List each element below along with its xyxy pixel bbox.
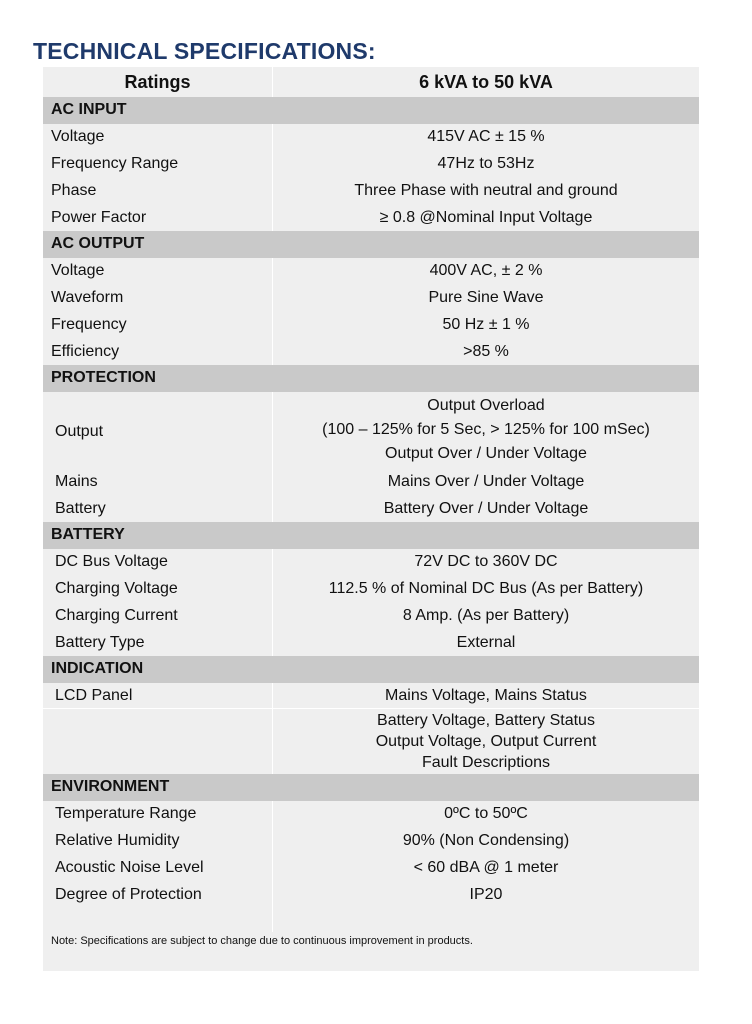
header-ratings: Ratings	[124, 72, 191, 92]
section-title: INDICATION	[51, 660, 144, 677]
row-label: DC Bus Voltage	[55, 553, 168, 570]
row-label: Relative Humidity	[55, 832, 180, 849]
row-label: Frequency Range	[51, 155, 179, 172]
row-label: Mains	[55, 473, 98, 490]
section-protection	[43, 365, 699, 392]
header-range: 6 kVA to 50 kVA	[419, 72, 553, 92]
row-label: Battery	[55, 500, 106, 517]
value-line: Output Overload	[427, 397, 545, 414]
section-title: AC INPUT	[51, 101, 127, 118]
row-value: < 60 dBA @ 1 meter	[413, 859, 559, 876]
row-value: Three Phase with neutral and ground	[354, 182, 618, 199]
section-environment	[43, 774, 699, 801]
row-label: Efficiency	[51, 343, 120, 360]
row-label: Battery Type	[55, 634, 145, 651]
row-value: Battery Over / Under Voltage	[383, 500, 589, 517]
page-title: TECHNICAL SPECIFICATIONS:	[33, 38, 376, 64]
section-title: AC OUTPUT	[51, 235, 145, 252]
row-value: 8 Amp. (As per Battery)	[402, 607, 570, 624]
value-line: Fault Descriptions	[421, 754, 551, 771]
row-value: ≥ 0.8 @Nominal Input Voltage	[379, 209, 593, 226]
row-label: Acoustic Noise Level	[55, 859, 204, 876]
row-label: Voltage	[51, 262, 105, 279]
value-line: Battery Voltage, Battery Status	[377, 712, 595, 729]
spec-table	[43, 67, 699, 971]
section-title: BATTERY	[51, 526, 125, 543]
row-value: 90% (Non Condensing)	[402, 832, 570, 849]
row-value: Mains Voltage, Mains Status	[385, 687, 587, 704]
section-title: PROTECTION	[51, 369, 156, 386]
row-value	[273, 394, 699, 466]
row-value: External	[456, 634, 516, 651]
section-battery	[43, 522, 699, 549]
row-label: Phase	[51, 182, 97, 199]
row-label: Output	[55, 423, 104, 440]
row-value: 415V AC ± 15 %	[427, 128, 545, 145]
value-line: (100 – 125% for 5 Sec, > 125% for 100 mSec)	[322, 421, 650, 438]
table-header	[43, 67, 699, 97]
row-label: Charging Current	[55, 607, 178, 624]
row-label: Frequency	[51, 316, 127, 333]
row-separator	[43, 708, 699, 709]
row-label: Power Factor	[51, 209, 147, 226]
row-value: Mains Over / Under Voltage	[387, 473, 585, 490]
section-title: ENVIRONMENT	[51, 778, 170, 795]
section-ac-output	[43, 231, 699, 258]
row-label: Degree of Protection	[55, 886, 202, 903]
section-indication	[43, 656, 699, 683]
row-label: Charging Voltage	[55, 580, 178, 597]
value-line: Output Over / Under Voltage	[385, 445, 587, 462]
row-label: Waveform	[51, 289, 124, 306]
row-value: 112.5 % of Nominal DC Bus (As per Battery)	[328, 580, 644, 597]
row-value: 50 Hz ± 1 %	[442, 316, 530, 333]
row-label: LCD Panel	[55, 687, 133, 704]
row-value: 0ºC to 50ºC	[444, 805, 528, 822]
value-line: Output Voltage, Output Current	[375, 733, 597, 750]
row-value	[273, 710, 699, 773]
row-value: 400V AC, ± 2 %	[429, 262, 543, 279]
row-value: Pure Sine Wave	[428, 289, 544, 306]
row-value: 47Hz to 53Hz	[437, 155, 535, 172]
row-label: Voltage	[51, 128, 105, 145]
row-value: IP20	[469, 886, 503, 903]
row-label: Temperature Range	[55, 805, 197, 822]
section-ac-input	[43, 97, 699, 124]
row-value: 72V DC to 360V DC	[414, 553, 558, 570]
footnote: Note: Specifications are subject to change due to continuous improvement in products.	[51, 935, 473, 947]
row-value: >85 %	[463, 343, 509, 360]
